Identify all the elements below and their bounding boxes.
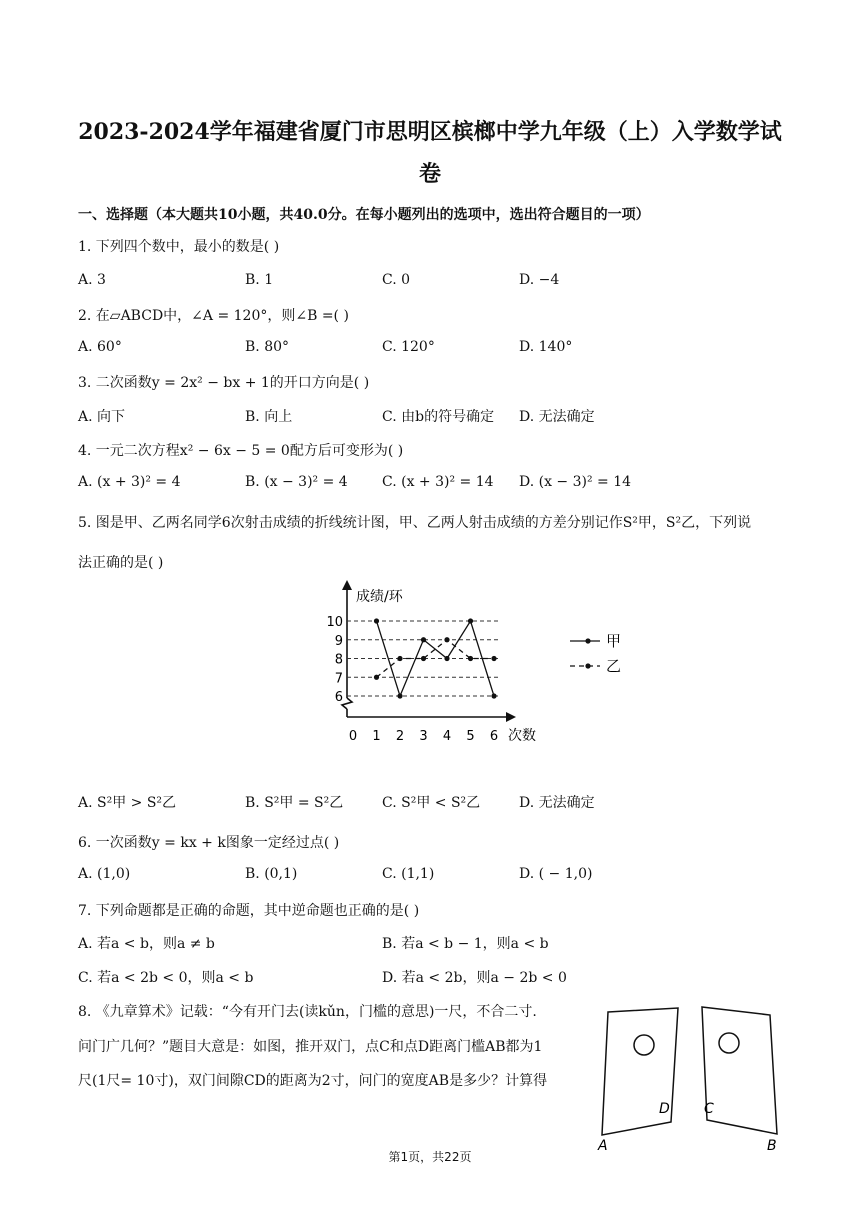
x-axis-label: 次数 <box>508 728 536 744</box>
q4-option-b: B. (x − 3)² = 4 <box>245 474 348 490</box>
shooting-scores-chart <box>270 575 622 750</box>
right-door-knob <box>719 1033 739 1053</box>
y-axis-arrow <box>342 580 352 590</box>
series-2-point-3 <box>421 656 426 661</box>
page-title: 2023-2024学年福建省厦门市思明区槟榔中学九年级（上）入学数学试 <box>78 119 782 145</box>
x-axis-arrow <box>506 712 516 722</box>
series-1-point-6 <box>491 693 496 698</box>
x-tick-label-2: 2 <box>395 729 405 744</box>
question-8: 8. 《九章算术》记载：“今有开门去(读kǔn，门槛的意思)一尺，不合二寸. <box>78 1004 537 1020</box>
series-2-point-1 <box>374 675 379 680</box>
q2-option-c: C. 120° <box>382 339 435 355</box>
legend-label-1: 甲 <box>606 632 622 650</box>
series-2-point-5 <box>468 656 473 661</box>
q6-option-a: A. (1,0) <box>78 866 131 882</box>
legend-marker-1 <box>585 638 590 643</box>
x-tick-label-3: 3 <box>419 729 428 744</box>
page-title-cont: 卷 <box>418 161 441 187</box>
page-footer: 第1页，共22页 <box>388 1150 472 1164</box>
question-2: 2. 在▱ABCD中，∠A = 120°，则∠B =( ) <box>78 308 349 324</box>
legend-marker-2 <box>585 663 590 668</box>
q3-option-d: D. 无法确定 <box>519 409 595 425</box>
q6-option-b: B. (0,1) <box>245 866 298 882</box>
q1-option-b: B. 1 <box>245 272 274 288</box>
question-3: 3. 二次函数y = 2x² − bx + 1的开口方向是( ) <box>78 375 370 391</box>
q6-option-d: D. ( − 1,0) <box>519 866 593 882</box>
series-2-point-6 <box>491 656 496 661</box>
question-8-cont: 问门广几何？”题目大意是：如图，推开双门，点C和点D距离门槛AB都为1 <box>78 1039 543 1055</box>
q6-option-c: C. (1,1) <box>382 866 435 882</box>
legend-label-2: 乙 <box>606 657 622 675</box>
door-figure <box>592 1000 792 1160</box>
y-axis-break <box>342 698 352 709</box>
series-1-point-1 <box>374 618 379 623</box>
label-d: D <box>659 1101 670 1117</box>
x-tick-label-5: 5 <box>466 729 475 744</box>
q7-option-d: D. 若a < 2b，则a − 2b < 0 <box>382 970 567 986</box>
series-2-point-4 <box>444 637 449 642</box>
series-line-2 <box>377 640 495 678</box>
q1-option-c: C. 0 <box>382 272 411 288</box>
q5-option-a: A. S²甲 > S²乙 <box>78 795 177 811</box>
question-7: 7. 下列命题都是正确的命题，其中逆命题也正确的是( ) <box>78 903 420 919</box>
y-tick-label-8: 8 <box>334 652 343 668</box>
x-tick-label-6: 6 <box>489 729 499 744</box>
q3-option-b: B. 向上 <box>245 409 293 425</box>
label-c: C <box>704 1101 714 1117</box>
x-tick-label-0: 0 <box>348 729 358 744</box>
y-axis-label: 成绩/环 <box>356 589 403 605</box>
series-1-point-2 <box>397 693 402 698</box>
label-a: A <box>598 1138 608 1154</box>
left-door-knob <box>634 1035 654 1055</box>
series-1-point-5 <box>468 618 473 623</box>
q1-option-d: D. −4 <box>519 272 560 288</box>
series-1-point-3 <box>421 637 426 642</box>
question-8-cont2: 尺(1尺= 10寸)，双门间隙CD的距离为2寸，问门的宽度AB是多少？计算得 <box>78 1073 548 1089</box>
x-tick-label-1: 1 <box>372 729 381 744</box>
q2-option-d: D. 140° <box>519 339 573 355</box>
question-5-cont: 法正确的是( ) <box>78 555 164 571</box>
question-5: 5. 图是甲、乙两名同学6次射击成绩的折线统计图，甲、乙两人射击成绩的方差分别记作S²甲，S²乙，下列说 <box>78 515 752 531</box>
q7-option-b: B. 若a < b − 1，则a < b <box>382 936 549 952</box>
q2-option-a: A. 60° <box>78 339 122 355</box>
q2-option-b: B. 80° <box>245 339 290 355</box>
q7-option-a: A. 若a < b，则a ≠ b <box>78 936 215 952</box>
x-tick-label-4: 4 <box>442 729 452 744</box>
series-1-point-4 <box>444 656 449 661</box>
y-tick-label-6: 6 <box>334 690 343 705</box>
q5-option-b: B. S²甲 = S²乙 <box>245 795 344 811</box>
q4-option-a: A. (x + 3)² = 4 <box>78 474 181 490</box>
q5-option-d: D. 无法确定 <box>519 795 595 811</box>
q4-option-c: C. (x + 3)² = 14 <box>382 474 494 490</box>
q4-option-d: D. (x − 3)² = 14 <box>519 474 632 490</box>
q7-option-c: C. 若a < 2b < 0，则a < b <box>78 970 254 986</box>
question-1: 1. 下列四个数中，最小的数是( ) <box>78 239 280 255</box>
question-6: 6. 一次函数y = kx + k图象一定经过点( ) <box>78 835 340 851</box>
q5-option-c: C. S²甲 < S²乙 <box>382 795 481 811</box>
q1-option-a: A. 3 <box>78 272 106 288</box>
series-2-point-2 <box>397 656 402 661</box>
q3-option-c: C. 由b的符号确定 <box>382 409 495 425</box>
q3-option-a: A. 向下 <box>78 409 126 425</box>
y-tick-label-10: 10 <box>326 615 343 630</box>
section-heading: 一、选择题（本大题共10小题，共40.0分。在每小题列出的选项中，选出符合题目的一项） <box>78 207 650 223</box>
label-b: B <box>767 1138 777 1154</box>
y-tick-label-9: 9 <box>334 633 343 649</box>
y-tick-label-7: 7 <box>334 671 343 687</box>
question-4: 4. 一元二次方程x² − 6x − 5 = 0配方后可变形为( ) <box>78 443 404 459</box>
